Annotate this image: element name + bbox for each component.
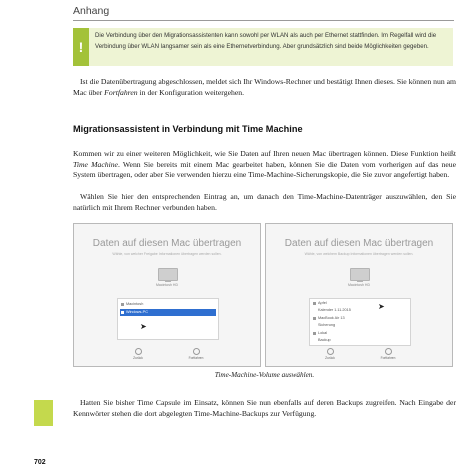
header-rule [73,20,454,21]
list-item-label: Kalender 1.11.2015 [318,308,351,312]
macintosh-hd-icon [158,268,178,281]
target-disk-label: Macintosh HD [348,283,370,287]
continue-circle-icon [193,348,200,355]
list-item-label: MacBook Air 13 [318,316,345,320]
figure-caption: Time-Machine-Volume auswählen. [214,371,315,379]
paragraph-time-capsule [73,398,456,419]
note-box [73,28,453,66]
exclamation-icon: ! [73,28,89,66]
paragraph1-text-after: in der Konfiguration weitergehen. [137,87,245,97]
paragraph2-text-after: . Wenn Sie bereits mit einem Mac gearbeitet haben, können Sie die Daten vom vorherigen auf das neue System übertragen, oder aber Sie verwenden hierzu eine Time-Machine-Sicherungskopie, die Sie zuvor angefertigt haben. [73,159,456,180]
mouse-cursor-icon: ➤ [140,322,147,331]
list-item[interactable] [120,301,216,308]
screenshot-left [73,223,261,367]
continue-button[interactable] [186,348,206,360]
running-header: Anhang [73,5,110,17]
paragraph4-text: Hatten Sie bisher Time Capsule im Einsatz, können Sie nun ebenfalls auf deren Backups zugreifen. Nach Eingabe der Kennwörter stehen die dort abgelegten Time-Machine-Backups zur Verfügung. [73,398,456,418]
paragraph2-emphasis: Time Machine [73,159,118,169]
paragraph3-text: Wählen Sie hier den entsprechenden Eintrag an, um danach den Time-Machine-Datenträger auszuwählen, den Sie natürlich mit Ihrem Rechner verbunden haben. [73,192,456,212]
list-item[interactable] [312,300,408,307]
back-label: Zurück [325,356,335,360]
chapter-marker [34,400,53,426]
target-disk-label: Macintosh HD [156,283,178,287]
computer-icon [121,303,124,306]
list-item[interactable] [312,315,408,322]
dialog-title: Daten auf diesen Mac übertragen [284,238,434,249]
paragraph1-text-before: Ist die Datenübertragung abgeschlossen, meldet sich Ihr Windows-Rechner und bestätigt Ihnen dieses. Sie können nun am Mac über [73,77,456,97]
screenshot-right [265,223,453,367]
list-item[interactable] [312,322,408,329]
list-item-selected[interactable] [120,309,216,316]
continue-label: Fortfahren [380,356,396,360]
dialog-title: Daten auf diesen Mac übertragen [92,238,242,249]
macintosh-hd-icon [350,268,370,281]
continue-circle-icon [385,348,392,355]
note-text: Die Verbindung über den Migrationsassistenten kann sowohl per WLAN als auch per Ethernet stattfinden. Im Regelfall wird die Verbindung über WLAN langsamer sein als eine Ethernetverbindung. Aber grundsätzlich sind beide Möglichkeiten gegeben. [95,32,437,50]
list-item-label: Apfel [318,301,327,305]
paragraph-time-machine [73,149,456,181]
list-item-label: Windows-PC [126,310,148,314]
continue-label: Fortfahren [188,356,204,360]
paragraph-select-entry [73,192,456,213]
list-item-label: Backup [318,338,331,342]
back-circle-icon [327,348,334,355]
dialog-subtitle: Wähle, von welcher Freigabe Informationen übertragen werden sollen. [112,252,222,256]
disk-icon [313,317,316,320]
backup-list [309,298,411,346]
disk-icon [313,332,316,335]
list-item[interactable] [312,337,408,344]
back-button[interactable] [320,348,340,360]
back-label: Zurück [133,356,143,360]
list-item-label: Macintosh [126,302,144,306]
disk-icon [313,302,316,305]
paragraph-transfer-complete [73,77,456,98]
source-list [117,298,219,340]
back-button[interactable] [128,348,148,360]
list-item[interactable] [312,307,408,314]
dialog-subtitle: Wähle, von welchem Backup Informationen übertragen werden sollen. [304,252,414,256]
section-heading: Migrationsassistent in Verbindung mit Time Machine [73,124,303,134]
back-circle-icon [135,348,142,355]
list-item-label: Lokal [318,331,328,335]
list-item-label: Sicherung [318,323,336,327]
paragraph1-emphasis: Fortfahren [104,87,138,97]
list-item[interactable] [312,330,408,337]
paragraph2-text-before: Kommen wir zu einer weiteren Möglichkeit, wie Sie Daten auf Ihren neuen Mac übertragen können. Diese Funktion heißt [73,149,456,158]
pc-icon [121,311,124,314]
page-number: 702 [34,459,46,466]
continue-button[interactable] [378,348,398,360]
mouse-cursor-icon: ➤ [378,302,385,311]
